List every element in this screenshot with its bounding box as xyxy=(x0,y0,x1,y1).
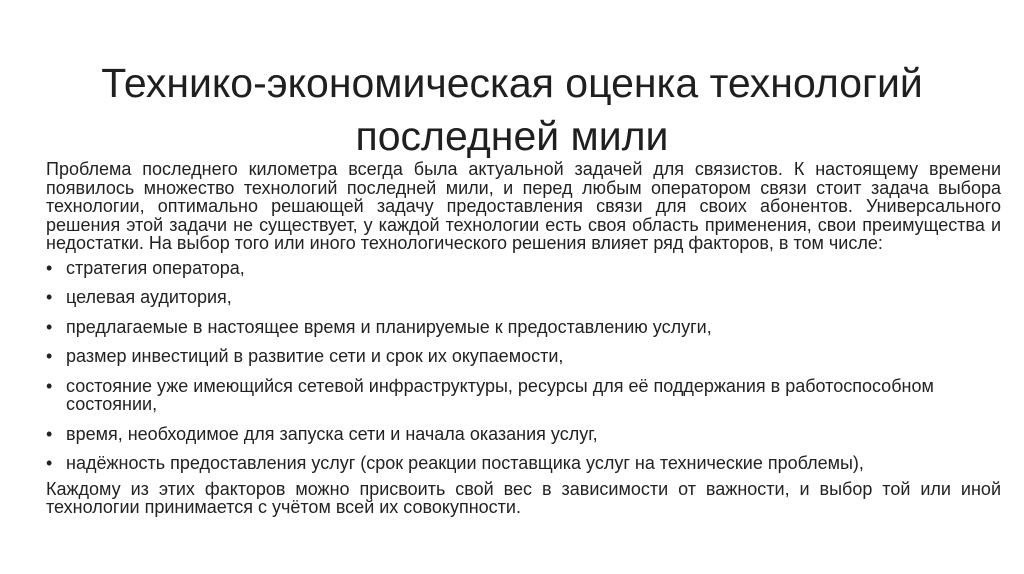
factor-text: время, необходимое для запуска сети и начала оказания услуг, xyxy=(66,423,598,444)
bullet-icon: • xyxy=(46,287,53,307)
bullet-icon: • xyxy=(46,423,53,444)
list-item xyxy=(46,259,1001,278)
list-item xyxy=(46,454,1001,473)
list-item xyxy=(46,347,1001,366)
bullet-icon: • xyxy=(46,375,53,396)
factor-text: стратегия оператора, xyxy=(66,257,245,278)
bullet-icon: • xyxy=(46,257,53,278)
slide-body xyxy=(46,160,1001,517)
factor-text: состояние уже имеющийся сетевой инфраструктуры, ресурсы для её поддержания в работоспособном состоянии, xyxy=(66,375,934,414)
intro-paragraph: Проблема последнего километра всегда была актуальной задачей для связистов. К настоящему времени появилось множество технологий последней мили, и перед любым оператором связи стоит задача выбора технологии, оптимально решающей задачу предоставления связи для своих абонентов. Универсального решения этой задачи не существует, у каждой технологии есть своя область применения, свои преимущества и недостатки. На выбор того или иного технологического решения влияет ряд факторов, в том числе: xyxy=(46,159,1001,253)
list-item xyxy=(46,377,1001,414)
list-item xyxy=(46,318,1001,337)
factor-text: размер инвестиций в развитие сети и срок их окупаемости, xyxy=(66,346,564,366)
closing-paragraph: Каждому из этих факторов можно присвоить свой вес в зависимости от важности, и выбор той или иной технологии принимается с учётом всей их совокупности. xyxy=(46,478,1001,517)
list-item xyxy=(46,425,1001,444)
factor-text: целевая аудитория, xyxy=(66,287,232,307)
factor-text: предлагаемые в настоящее время и планируемые к предоставлению услуги, xyxy=(66,316,712,337)
factors-list xyxy=(46,259,1001,473)
factor-text: надёжность предоставления услуг (срок реакции поставщика услуг на технические проблемы), xyxy=(66,453,864,473)
bullet-icon: • xyxy=(46,453,53,473)
slide-title: Технико-экономическая оценка технологий последней мили xyxy=(101,60,923,160)
bullet-icon: • xyxy=(46,316,53,337)
list-item xyxy=(46,288,1001,307)
bullet-icon: • xyxy=(46,346,53,366)
